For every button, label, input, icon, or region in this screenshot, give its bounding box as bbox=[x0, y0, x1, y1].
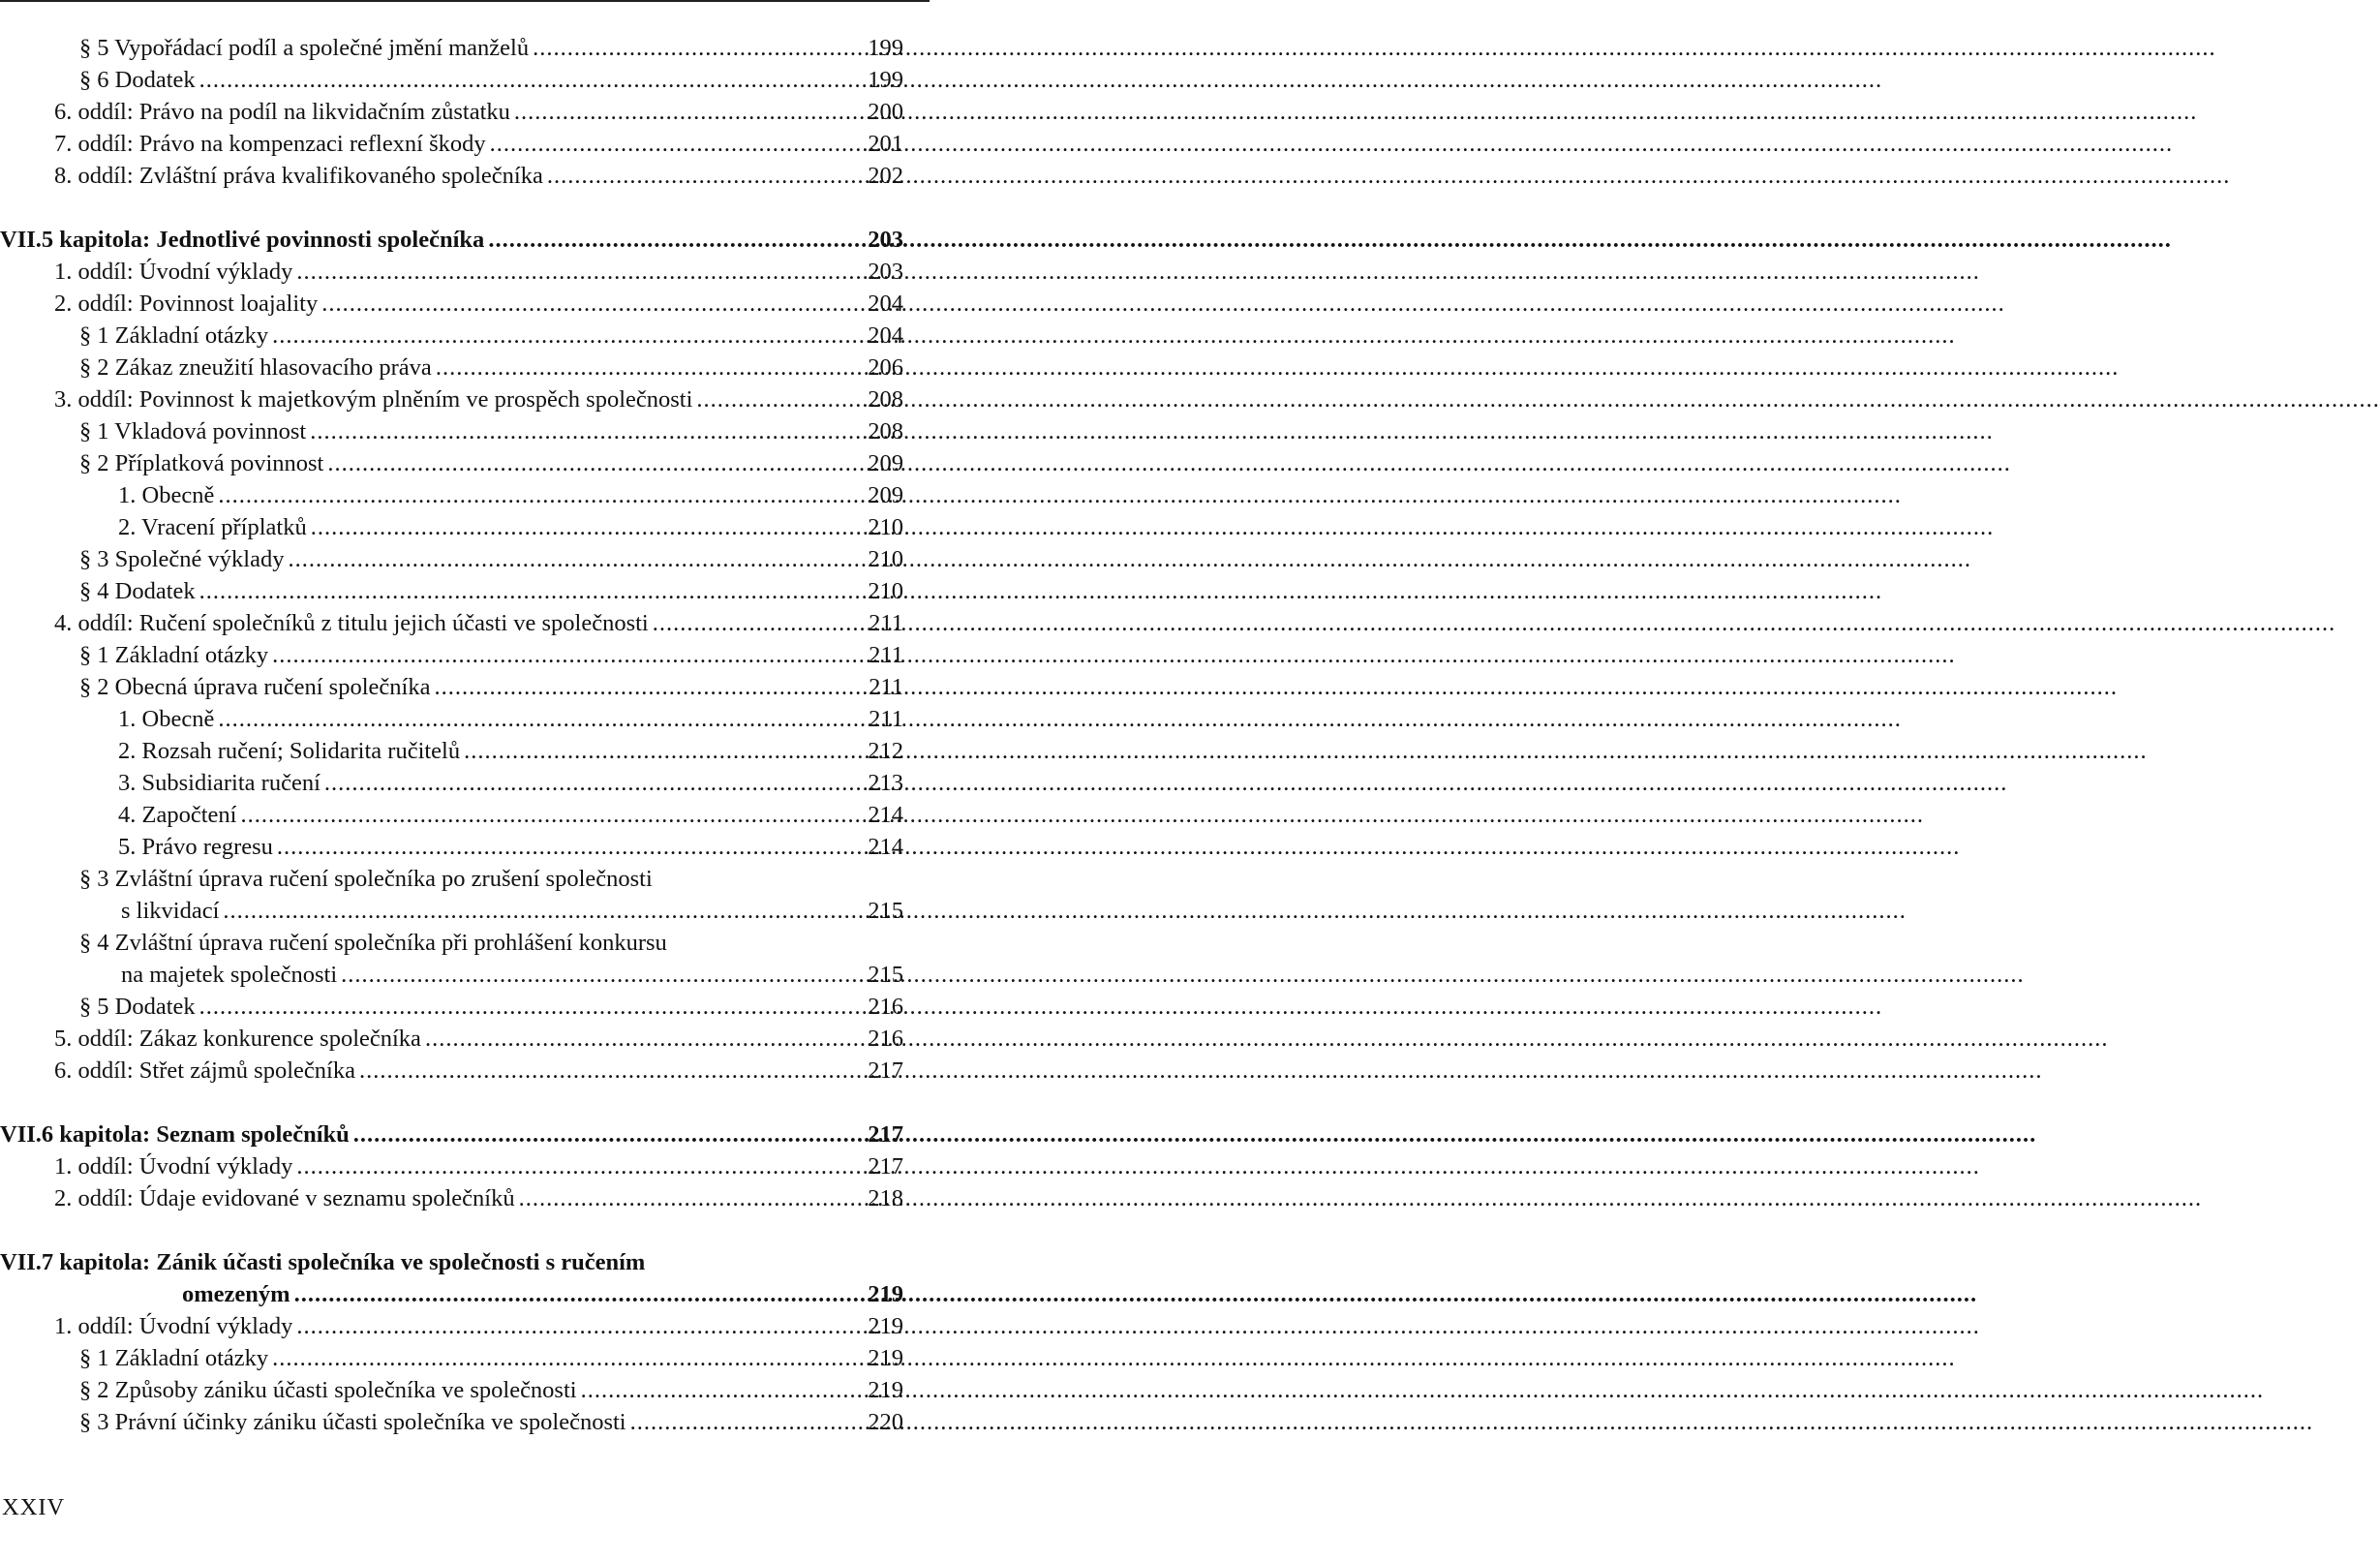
toc-entry bbox=[0, 639, 930, 671]
toc-page-number: 210 bbox=[868, 546, 903, 572]
section-mark: § bbox=[79, 930, 92, 956]
toc-page-number: 217 bbox=[868, 1121, 903, 1148]
toc-entry-title: 2 Zákaz zneužití hlasovacího práva bbox=[97, 354, 432, 381]
toc-entry bbox=[0, 64, 930, 96]
toc-entry-line bbox=[54, 1023, 903, 1055]
toc-entry-continuation-line bbox=[121, 959, 903, 991]
toc-page-number: 211 bbox=[869, 610, 903, 636]
toc-page-number: 206 bbox=[868, 354, 903, 381]
toc-entry bbox=[0, 575, 930, 607]
dot-leader bbox=[311, 511, 863, 543]
toc-entry-line bbox=[79, 64, 903, 96]
section-mark: § bbox=[79, 354, 92, 381]
dot-leader bbox=[353, 1119, 862, 1150]
toc-entry-title: 2. Vracení příplatků bbox=[118, 514, 307, 540]
toc-entry-line bbox=[79, 1406, 903, 1438]
toc-entry-title: 3. oddíl: Povinnost k majetkovým plněním ve prospěch společnosti bbox=[54, 386, 693, 413]
dot-leader bbox=[296, 1310, 862, 1342]
toc-entry-line bbox=[79, 543, 903, 575]
toc-page-number: 199 bbox=[868, 35, 903, 61]
toc-page-number: 204 bbox=[868, 291, 903, 317]
toc-entry-title-wrap bbox=[118, 799, 236, 831]
toc-entry-continuation-line bbox=[182, 1278, 903, 1310]
toc-entry bbox=[0, 352, 930, 383]
toc-entry bbox=[0, 511, 930, 543]
page-number-footer: XXIV bbox=[2, 1494, 66, 1520]
toc-entry-title-wrap bbox=[54, 128, 486, 160]
toc-entry bbox=[0, 256, 930, 288]
toc-entry bbox=[0, 703, 930, 735]
toc-entry-line bbox=[79, 415, 903, 447]
toc-entry bbox=[0, 320, 930, 352]
toc-entry bbox=[0, 1182, 930, 1214]
dot-leader bbox=[294, 1278, 863, 1310]
dot-leader bbox=[630, 1406, 863, 1438]
dot-leader bbox=[434, 671, 863, 703]
dot-leader bbox=[296, 1150, 862, 1182]
toc-entry-title: 8. oddíl: Zvláštní práva kvalifikovaného společníka bbox=[54, 163, 543, 189]
toc-entry-title-wrap bbox=[79, 575, 196, 607]
toc-entry-title-wrap bbox=[54, 96, 510, 128]
toc-entry-title-wrap bbox=[54, 1182, 515, 1214]
toc-entry bbox=[0, 447, 930, 479]
section-mark: § bbox=[79, 450, 92, 476]
dot-leader bbox=[514, 96, 862, 128]
toc-entry-title-continuation: na majetek společnosti bbox=[121, 962, 338, 988]
section-mark: § bbox=[79, 642, 92, 668]
dot-leader bbox=[272, 639, 863, 671]
toc-entry-title-continuation: s likvidací bbox=[121, 898, 220, 924]
toc-page-number: 211 bbox=[869, 642, 903, 668]
toc-entry-line bbox=[54, 288, 903, 320]
toc-entry-line bbox=[54, 383, 903, 415]
toc-page-number: 208 bbox=[868, 386, 903, 413]
toc-entry bbox=[0, 735, 930, 767]
toc-entry-title-wrap bbox=[54, 1055, 355, 1087]
toc-entry-title: 6. oddíl: Střet zájmů společníka bbox=[54, 1057, 355, 1084]
toc-entry-title-wrap bbox=[79, 447, 323, 479]
toc-page-number: 203 bbox=[868, 259, 903, 285]
toc-entry-title-continuation: omezeným bbox=[182, 1281, 290, 1307]
dot-leader bbox=[277, 831, 862, 863]
toc-page-number: 208 bbox=[868, 418, 903, 444]
toc-entry bbox=[0, 607, 930, 639]
dot-leader bbox=[696, 383, 862, 415]
toc-entry-line bbox=[79, 639, 903, 671]
toc-page-number: 218 bbox=[868, 1185, 903, 1211]
dot-leader bbox=[218, 479, 862, 511]
toc-entry-title-wrap bbox=[79, 64, 196, 96]
toc-entry-title-wrap bbox=[79, 543, 285, 575]
toc-entry-first-line bbox=[79, 863, 653, 895]
toc-entry-line bbox=[54, 1182, 903, 1214]
toc-entry bbox=[0, 863, 930, 927]
section-mark: § bbox=[79, 994, 92, 1020]
toc-entry bbox=[0, 224, 930, 256]
toc-entry-title-wrap bbox=[54, 607, 649, 639]
dot-leader bbox=[653, 607, 863, 639]
toc-entry-title-wrap bbox=[54, 1310, 292, 1342]
toc-page-number: 210 bbox=[868, 578, 903, 604]
toc-entry-title: 5. oddíl: Zákaz konkurence společníka bbox=[54, 1026, 421, 1052]
toc-entry-line bbox=[79, 320, 903, 352]
toc-entry-line bbox=[79, 1374, 903, 1406]
toc-entry-title: 3 Zvláštní úprava ručení společníka po zrušení společnosti bbox=[97, 866, 653, 892]
toc-entry-title-wrap bbox=[118, 831, 273, 863]
toc-entry-line bbox=[79, 671, 903, 703]
toc-page-number: 217 bbox=[868, 1153, 903, 1180]
toc-entry-title: VII.5 kapitola: Jednotlivé povinnosti společníka bbox=[0, 227, 485, 253]
toc-entry-line bbox=[118, 703, 903, 735]
toc-page-number: 219 bbox=[868, 1281, 903, 1307]
toc-entry bbox=[0, 160, 930, 192]
toc-entry bbox=[0, 1246, 930, 1310]
dot-leader bbox=[321, 288, 862, 320]
toc-entry-title: 2. Rozsah ručení; Solidarita ručitelů bbox=[118, 738, 461, 764]
toc-entry-title-wrap bbox=[79, 32, 529, 64]
top-rule bbox=[0, 0, 930, 2]
toc-entry-title: 1 Základní otázky bbox=[97, 642, 269, 668]
section-mark: § bbox=[79, 578, 92, 604]
toc-page-number: 204 bbox=[868, 322, 903, 349]
toc-page-number: 209 bbox=[868, 450, 903, 476]
toc-entry-title: 3 Právní účinky zániku účasti společníka ve společnosti bbox=[97, 1409, 626, 1435]
toc-entry-title-wrap bbox=[54, 288, 318, 320]
toc-entry-title: 4. Započtení bbox=[118, 802, 237, 828]
toc-page-number: 219 bbox=[868, 1345, 903, 1371]
dot-leader bbox=[436, 352, 862, 383]
toc-entry bbox=[0, 1342, 930, 1374]
toc-entry-title: 1. oddíl: Úvodní výklady bbox=[54, 1153, 293, 1180]
dot-leader bbox=[327, 447, 862, 479]
toc-entry-title: 2. oddíl: Údaje evidované v seznamu společníků bbox=[54, 1185, 515, 1211]
toc-entry-line bbox=[54, 256, 903, 288]
toc-entry-title: 1. oddíl: Úvodní výklady bbox=[54, 259, 293, 285]
toc-entry bbox=[0, 415, 930, 447]
dot-leader bbox=[223, 895, 862, 927]
dot-leader bbox=[324, 767, 862, 799]
toc-entry-title-wrap bbox=[54, 1150, 292, 1182]
toc-page-number: 210 bbox=[868, 514, 903, 540]
toc-page-number: 217 bbox=[868, 1057, 903, 1084]
toc-entry bbox=[0, 671, 930, 703]
dot-leader bbox=[533, 32, 862, 64]
toc-entry-title: 7. oddíl: Právo na kompenzaci reflexní škody bbox=[54, 131, 486, 157]
dot-leader bbox=[547, 160, 862, 192]
toc-entry bbox=[0, 288, 930, 320]
toc-entry-title: 2 Příplatková povinnost bbox=[97, 450, 324, 476]
section-mark: § bbox=[79, 1409, 92, 1435]
toc-entry-line bbox=[79, 352, 903, 383]
toc-entry bbox=[0, 383, 930, 415]
toc-entry-title: 2 Způsoby zániku účasti společníka ve společnosti bbox=[97, 1377, 577, 1403]
toc-entry-line bbox=[79, 991, 903, 1023]
toc-entry-line bbox=[79, 575, 903, 607]
toc-entry-line bbox=[54, 1150, 903, 1182]
toc-page-number: 215 bbox=[868, 962, 903, 988]
toc-entry-line bbox=[79, 447, 903, 479]
dot-leader bbox=[272, 1342, 862, 1374]
toc-entry-line bbox=[54, 160, 903, 192]
section-mark: § bbox=[79, 418, 92, 444]
dot-leader bbox=[519, 1182, 863, 1214]
toc-entry-title: 6. oddíl: Právo na podíl na likvidačním zůstatku bbox=[54, 99, 510, 125]
toc-page-number: 213 bbox=[868, 770, 903, 796]
toc-entry-line bbox=[54, 1055, 903, 1087]
toc-page-number: 216 bbox=[868, 1026, 903, 1052]
toc-entry-line bbox=[118, 479, 903, 511]
section-mark: § bbox=[79, 67, 92, 93]
table-of-contents bbox=[0, 32, 930, 1438]
toc-entry-line bbox=[54, 128, 903, 160]
toc-entry-title-wrap bbox=[79, 1342, 268, 1374]
toc-page-number: 214 bbox=[868, 802, 903, 828]
dot-leader bbox=[464, 735, 862, 767]
toc-page-number: 203 bbox=[868, 227, 903, 253]
toc-entry-line bbox=[118, 511, 903, 543]
toc-entry-line bbox=[54, 607, 903, 639]
toc-entry-title-wrap bbox=[0, 1119, 350, 1150]
toc-entry-title: 6 Dodatek bbox=[97, 67, 196, 93]
dot-leader bbox=[272, 320, 862, 352]
toc-page-number: 219 bbox=[868, 1377, 903, 1403]
toc-entry-title-wrap bbox=[118, 767, 320, 799]
toc-entry-title: 5. Právo regresu bbox=[118, 834, 273, 860]
toc-entry-title-wrap bbox=[118, 479, 214, 511]
dot-leader bbox=[490, 128, 863, 160]
toc-entry-line bbox=[118, 831, 903, 863]
toc-page-number: 209 bbox=[868, 482, 903, 508]
toc-entry bbox=[0, 1150, 930, 1182]
toc-entry-title: 3 Společné výklady bbox=[97, 546, 285, 572]
toc-entry-title-wrap bbox=[79, 671, 430, 703]
toc-entry-title: 4 Dodatek bbox=[97, 578, 196, 604]
toc-entry-line bbox=[79, 32, 903, 64]
toc-entry bbox=[0, 96, 930, 128]
toc-entry bbox=[0, 1374, 930, 1406]
toc-entry-line bbox=[118, 767, 903, 799]
toc-entry bbox=[0, 32, 930, 64]
toc-entry-title: 1. oddíl: Úvodní výklady bbox=[54, 1313, 293, 1339]
toc-entry-line bbox=[0, 1119, 903, 1150]
section-mark: § bbox=[79, 546, 92, 572]
dot-leader bbox=[341, 959, 862, 991]
toc-entry-title-wrap bbox=[54, 160, 543, 192]
toc-page-number: 202 bbox=[868, 163, 903, 189]
toc-entry-title: 4. oddíl: Ručení společníků z titulu jejich účasti ve společnosti bbox=[54, 610, 649, 636]
toc-entry bbox=[0, 1406, 930, 1438]
dot-leader bbox=[310, 415, 862, 447]
toc-entry-title-wrap bbox=[118, 735, 460, 767]
toc-page-number: 219 bbox=[868, 1313, 903, 1339]
toc-entry-continuation-line bbox=[121, 895, 903, 927]
toc-page-number: 211 bbox=[869, 706, 903, 732]
toc-entry-title: 1 Vkladová povinnost bbox=[97, 418, 307, 444]
dot-leader bbox=[199, 64, 863, 96]
dot-leader bbox=[359, 1055, 862, 1087]
toc-entry-title: 5 Dodatek bbox=[97, 994, 196, 1020]
toc-entry bbox=[0, 799, 930, 831]
toc-entry-title-wrap bbox=[54, 256, 292, 288]
toc-entry bbox=[0, 1055, 930, 1087]
toc-entry-title: 1 Základní otázky bbox=[97, 1345, 269, 1371]
toc-page-number: 216 bbox=[868, 994, 903, 1020]
section-mark: § bbox=[79, 1345, 92, 1371]
toc-entry-title: 4 Zvláštní úprava ručení společníka při prohlášení konkursu bbox=[97, 930, 667, 956]
toc-entry-title-wrap bbox=[79, 352, 432, 383]
toc-entry-line bbox=[54, 96, 903, 128]
toc-entry-title-wrap bbox=[0, 224, 484, 256]
toc-entry-title-wrap bbox=[79, 1374, 577, 1406]
toc-entry-title: 2. oddíl: Povinnost loajality bbox=[54, 291, 319, 317]
toc-entry-line bbox=[54, 1310, 903, 1342]
toc-entry-title-wrap bbox=[118, 703, 214, 735]
toc-page-number: 201 bbox=[868, 131, 903, 157]
toc-entry bbox=[0, 927, 930, 991]
toc-entry-title-wrap bbox=[79, 991, 196, 1023]
toc-entry-title-wrap bbox=[79, 639, 268, 671]
toc-entry-title-wrap bbox=[79, 320, 268, 352]
section-mark: § bbox=[79, 1377, 92, 1403]
toc-entry-title-wrap bbox=[79, 415, 306, 447]
dot-leader bbox=[581, 1374, 863, 1406]
dot-leader bbox=[218, 703, 863, 735]
section-mark: § bbox=[79, 322, 92, 349]
toc-entry bbox=[0, 1023, 930, 1055]
toc-entry-title-wrap bbox=[54, 1023, 421, 1055]
toc-entry-line bbox=[118, 735, 903, 767]
dot-leader bbox=[199, 575, 863, 607]
toc-entry-title: 3. Subsidiarita ručení bbox=[118, 770, 320, 796]
toc-entry bbox=[0, 1119, 930, 1150]
section-mark: § bbox=[79, 35, 92, 61]
toc-page-number: 211 bbox=[869, 674, 903, 700]
toc-entry-title: VII.7 kapitola: Zánik účasti společníka ve společnosti s ručením bbox=[0, 1249, 646, 1275]
toc-entry bbox=[0, 831, 930, 863]
toc-entry-title: 5 Vypořádací podíl a společné jmění manželů bbox=[97, 35, 530, 61]
toc-entry-line bbox=[118, 799, 903, 831]
toc-page-number: 199 bbox=[868, 67, 903, 93]
toc-entry bbox=[0, 479, 930, 511]
dot-leader bbox=[199, 991, 863, 1023]
dot-leader bbox=[488, 224, 862, 256]
toc-entry bbox=[0, 991, 930, 1023]
toc-entry-title: 1. Obecně bbox=[118, 706, 215, 732]
toc-entry-title: 1 Základní otázky bbox=[97, 322, 269, 349]
toc-entry-line bbox=[0, 224, 903, 256]
dot-leader bbox=[425, 1023, 862, 1055]
toc-entry bbox=[0, 767, 930, 799]
toc-entry-title-wrap bbox=[118, 511, 307, 543]
toc-entry bbox=[0, 1310, 930, 1342]
dot-leader bbox=[296, 256, 862, 288]
toc-page-number: 214 bbox=[868, 834, 903, 860]
toc-page-number: 200 bbox=[868, 99, 903, 125]
toc-page-number: 220 bbox=[868, 1409, 903, 1435]
toc-page-number: 212 bbox=[868, 738, 903, 764]
toc-entry-title-wrap bbox=[54, 383, 692, 415]
toc-entry-title: 1. Obecně bbox=[118, 482, 215, 508]
section-mark: § bbox=[79, 674, 92, 700]
toc-entry bbox=[0, 543, 930, 575]
toc-entry-line bbox=[79, 1342, 903, 1374]
toc-entry-title-wrap bbox=[79, 1406, 626, 1438]
dot-leader bbox=[240, 799, 862, 831]
toc-entry-first-line bbox=[0, 1246, 645, 1278]
dot-leader bbox=[289, 543, 863, 575]
toc-entry-first-line bbox=[79, 927, 667, 959]
section-mark: § bbox=[79, 866, 92, 892]
toc-entry-title: VII.6 kapitola: Seznam společníků bbox=[0, 1121, 350, 1148]
toc-entry-title: 2 Obecná úprava ručení společníka bbox=[97, 674, 431, 700]
toc-entry bbox=[0, 128, 930, 160]
toc-page-number: 215 bbox=[868, 898, 903, 924]
